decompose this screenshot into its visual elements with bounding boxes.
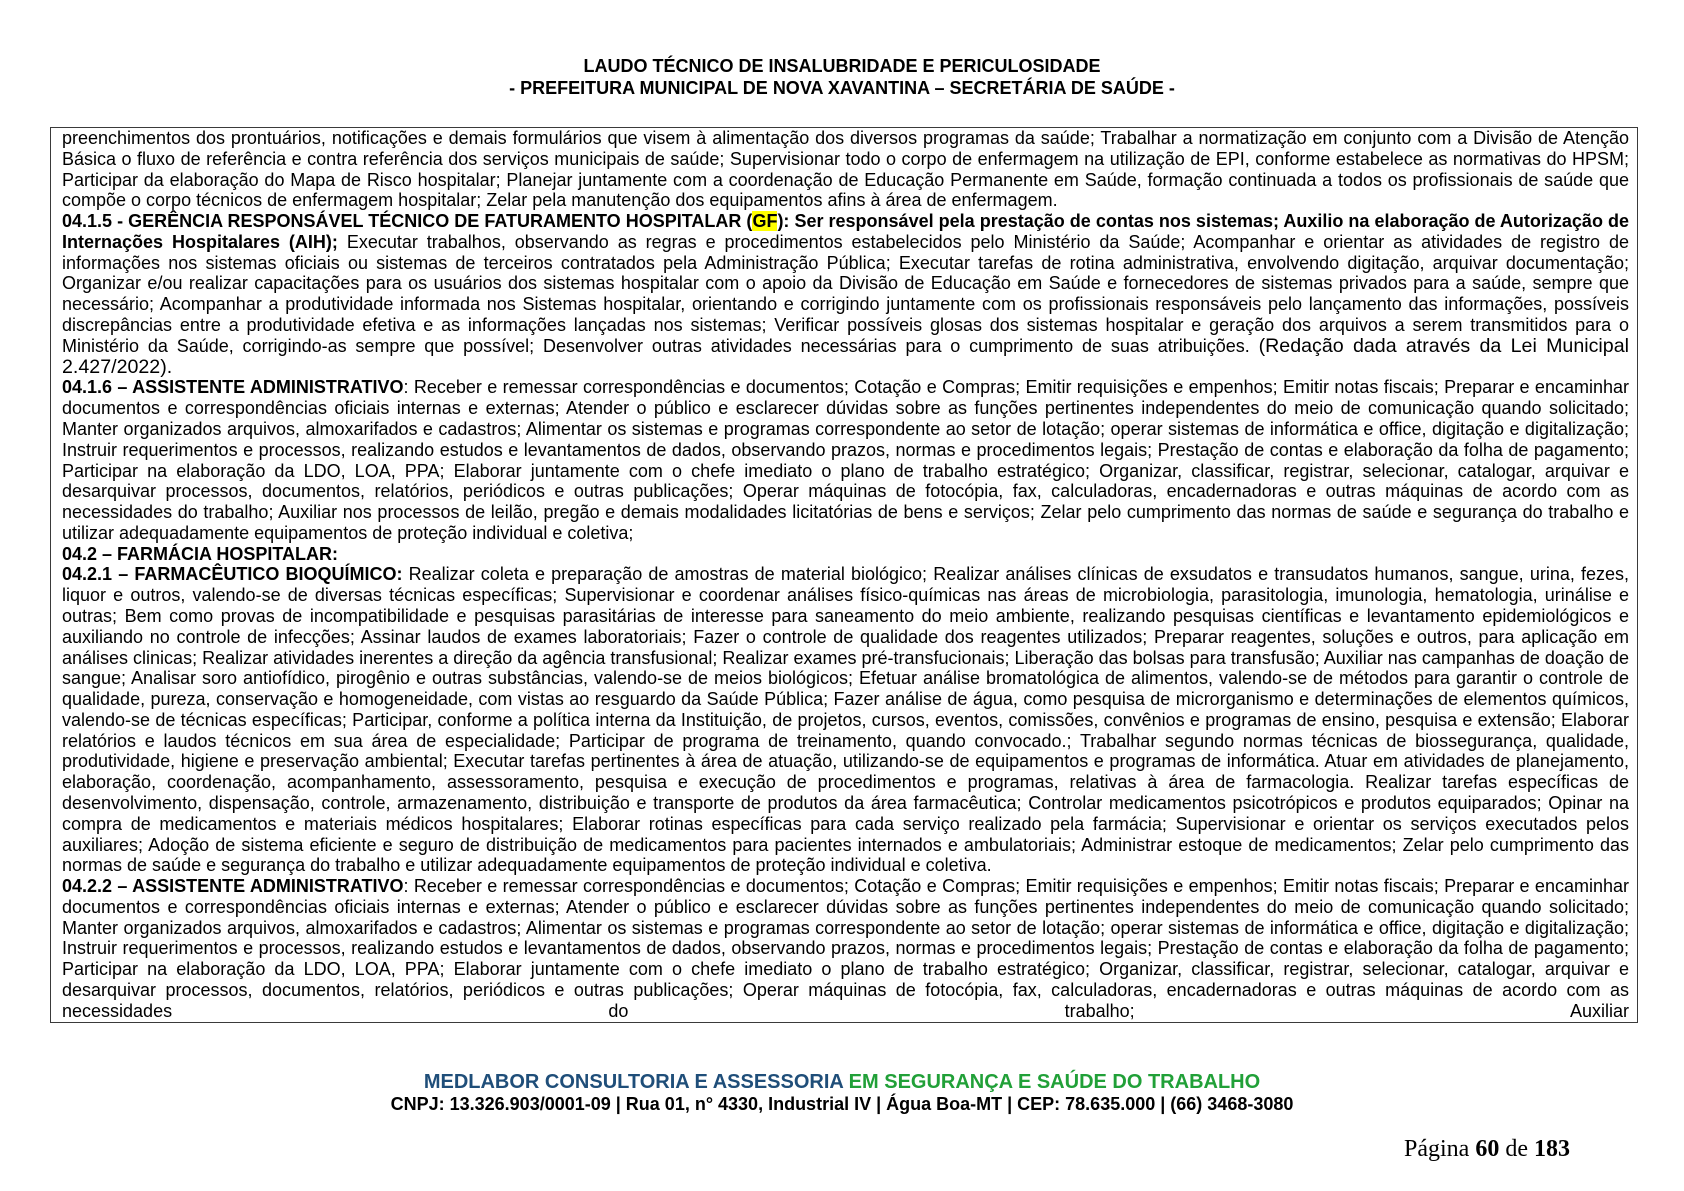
- footer-company-line: [0, 1071, 1684, 1094]
- item-heading-summary: ): Ser responsável pela prestação de contas nos sistemas; Auxilio na elaboração de Autorização de Internações Hospitalares (AIH);: [62, 211, 1629, 252]
- item-04-1-6: [62, 377, 1629, 543]
- item-description: : Receber e remessar correspondências e documentos; Cotação e Compras; Emitir requisições e empenhos; Emitir notas fiscais; Preparar e encaminhar documentos e correspondências oficiais internas e externas; Atender o público e esclarecer dúvidas sobre as funções pertinentes independentes do meio de comunicação quando solicitado; Manter organizados arquivos, almoxarifados e cadastros; Alimentar os sistemas e programas correspondente ao setor de lotação; operar sistemas de informática e office, digitação e digitalização; Instruir requerimentos e processos, realizando estudos e levantamentos de dados, observando prazos, normas e procedimentos legais; Prestação de contas e elaboração da folha de pagamento; Participar na elaboração da LDO, LOA, PPA; Elaborar juntamente com o chefe imediato o plano de trabalho estratégico; Organizar, classificar, registrar, selecionar, catalogar, arquivar e desarquivar processos, documentos, relatórios, periódicos e outras publicações; Operar máquinas de fotocópia, fax, calculadoras, encadernadoras e outras máquinas de acordo com as necessidades do trabalho; Auxiliar: [62, 876, 1629, 1021]
- company-name: MEDLABOR CONSULTORIA E ASSESSORIA: [423, 1071, 844, 1093]
- item-heading: 04.1.6 – ASSISTENTE ADMINISTRATIVO: [62, 377, 404, 398]
- document-subtitle: - PREFEITURA MUNICIPAL DE NOVA XAVANTINA – SECRETÁRIA DE SAÚDE -: [509, 77, 1175, 98]
- amendment-note: (Redação dada através da Lei Municipal 2.427/2022).: [62, 334, 1629, 378]
- page-number: [1404, 1135, 1570, 1163]
- page-footer: [0, 1071, 1684, 1115]
- item-04-2-2: [62, 876, 1629, 1021]
- company-tagline: EM SEGURANÇA E SAÚDE DO TRABALHO: [848, 1071, 1261, 1093]
- content-box: [50, 127, 1638, 1023]
- document-title: LAUDO TÉCNICO DE INSALUBRIDADE E PERICULOSIDADE: [583, 56, 1101, 76]
- item-heading-acronym-highlight: GF: [752, 211, 778, 232]
- item-04-1-5: [62, 211, 1629, 377]
- item-description: Realizar coleta e preparação de amostras de material biológico; Realizar análises clínicas de exsudatos e transudatos humanos, sangue, urina, fezes, liquor e outros, valendo-se de diversas técnicas específicas; Supervisionar e coordenar análises físico-químicas nas áreas de microbiologia, parasitologia, imunologia, hematologia, urinálise e outras; Bem como provas de incompatibilidade e pesquisas parasitárias de interesse para saneamento do meio ambiente, realizando pesquisas científicas e levantamento epidemiológicos e auxiliando no controle de infecções; Assinar laudos de exames laboratoriais; Fazer o controle de qualidade dos reagentes utilizados; Preparar reagentes, soluções e outros, para aplicação em análises clinicas; Realizar atividades inerentes a direção da agência transfusional; Realizar exames pré-transfucionais; Liberação das bolsas para transfusão; Auxiliar nas campanhas de doação de sangue; Analisar soro antiofídico, pirogênio e outras substâncias, valendo-se de meios biológicos; Efetuar análise bromatológica de alimentos, valendo-se de métodos para garantir o controle de qualidade, pureza, conservação e homogeneidade, com vistas ao resguardo da Saúde Pública; Fazer análise de água, como pesquisa de microrganismo e determinações de elementos químicos, valendo-se de técnicas específicas; Participar, conforme a política interna da Instituição, de projetos, cursos, eventos, comissões, convênios e programas de ensino, pesquisa e extensão; Elaborar relatórios e laudos técnicos em sua área de especialidade; Participar de programa de treinamento, quando convocado.; Trabalhar segundo normas técnicas de biossegurança, qualidade, produtividade, higiene e preservação ambiental; Executar tarefas pertinentes à área de atuação, utilizando-se de equipamentos e programas de informática. Atuar em atividades de planejamento, elaboração, coordenação, acompanhamento, assessoramento, pesquisa e execução de procedimentos e programas, relativas à área de farmacologia. Realizar tarefas específicas de desenvolvimento, dispensação, controle, armazenamento, distribuição e transporte de produtos da área farmacêutica; Controlar medicamentos psicotrópicos e produtos equiparados; Opinar na compra de medicamentos e materiais médicos hospitalares; Elaborar rotinas específicas para cada serviço realizado pela farmácia; Supervisionar e orientar os serviços executados pelos auxiliares; Adoção de sistema eficiente e seguro de distribuição de medicamentos para pacientes internados e ambulatoriais; Administrar estoque de medicamentos; Zelar pelo cumprimento das normas de saúde e segurança do trabalho e utilizar adequadamente equipamentos de proteção individual e coletiva.: [62, 564, 1630, 876]
- item-04-2-1: [62, 564, 1629, 876]
- section-heading: 04.2 – FARMÁCIA HOSPITALAR:: [62, 543, 339, 564]
- item-description: Executar trabalhos, observando as regras e procedimentos estabelecidos pelo Ministério da Saúde; Acompanhar e orientar as atividades de registro de informações nos sistemas oficiais ou sistemas de terceiros contratados pela Administração Pública; Executar tarefas de rotina administrativa, envolvendo digitação, arquivar documentação; Organizar e/ou realizar capacitações para os usuários dos sistemas hospitalar com o apoio da Divisão de Educação em Saúde e fornecedores de sistemas privados para a saúde, sempre que necessário; Acompanhar a produtividade informada nos Sistemas hospitalar, orientando e corrigindo juntamente com os profissionais responsáveis pelo lançamento das informações, possíveis discrepâncias entre a produtividade efetiva e as informações lançadas nos sistemas; Verificar possíveis glosas dos sistemas hospitalar e geração dos arquivos a serem transmitidos para o Ministério da Saúde, corrigindo-as sempre que possível; Desenvolver outras atividades necessárias para o cumprimento de suas atribuições.: [62, 231, 1629, 356]
- company-contact: CNPJ: 13.326.903/0001-09 | Rua 01, n° 4330, Industrial IV | Água Boa-MT | CEP: 78.635.000 | (66) 3468-3080: [390, 1094, 1294, 1114]
- page-separator: de: [1505, 1136, 1528, 1162]
- page-total: 183: [1534, 1136, 1570, 1162]
- item-heading: 04.2.2 – ASSISTENTE ADMINISTRATIVO: [62, 876, 404, 897]
- page-current: 60: [1475, 1136, 1500, 1162]
- item-heading: 04.2.1 – FARMACÊUTICO BIOQUÍMICO:: [62, 564, 403, 585]
- section-04-2: [62, 544, 1629, 565]
- item-heading: 04.1.5 - GERÊNCIA RESPONSÁVEL TÉCNICO DE FATURAMENTO HOSPITALAR (: [62, 211, 753, 232]
- document-header: [0, 56, 1684, 99]
- paragraph-continuation: preenchimentos dos prontuários, notificações e demais formulários que visem à alimentação dos diversos programas da saúde; Trabalhar a normatização em conjunto com a Divisão de Atenção Básica o fluxo de referência e contra referência dos serviços municipais de saúde; Supervisionar todo o corpo de enfermagem na utilização de EPI, conforme estabelece as normativas do HPSM; Participar da elaboração do Mapa de Risco hospitalar; Planejar juntamente com a coordenação de Educação Permanente em Saúde, formação continuada a todos os profissionais de saúde que compõe o corpo técnicos de enfermagem hospitalar; Zelar pela manutenção dos equipamentos afins à área de enfermagem.: [62, 128, 1629, 211]
- page-label: Página: [1404, 1136, 1470, 1162]
- item-description: : Receber e remessar correspondências e documentos; Cotação e Compras; Emitir requisições e empenhos; Emitir notas fiscais; Preparar e encaminhar documentos e correspondências oficiais internas e externas; Atender o público e esclarecer dúvidas sobre as funções pertinentes independentes do meio de comunicação quando solicitado; Manter organizados arquivos, almoxarifados e cadastros; Alimentar os sistemas e programas correspondente ao setor de lotação; operar sistemas de informática e office, digitação e digitalização; Instruir requerimentos e processos, realizando estudos e levantamentos de dados, observando prazos, normas e procedimentos legais; Prestação de contas e elaboração da folha de pagamento; Participar na elaboração da LDO, LOA, PPA; Elaborar juntamente com o chefe imediato o plano de trabalho estratégico; Organizar, classificar, registrar, selecionar, catalogar, arquivar e desarquivar processos, documentos, relatórios, periódicos e outras publicações; Operar máquinas de fotocópia, fax, calculadoras, encadernadoras e outras máquinas de acordo com as necessidades do trabalho; Auxiliar nos processos de leilão, pregão e demais modalidades licitatórias de bens e serviços; Zelar pelo cumprimento das normas de saúde e segurança do trabalho e utilizar adequadamente equipamentos de proteção individual e coletiva;: [62, 377, 1629, 543]
